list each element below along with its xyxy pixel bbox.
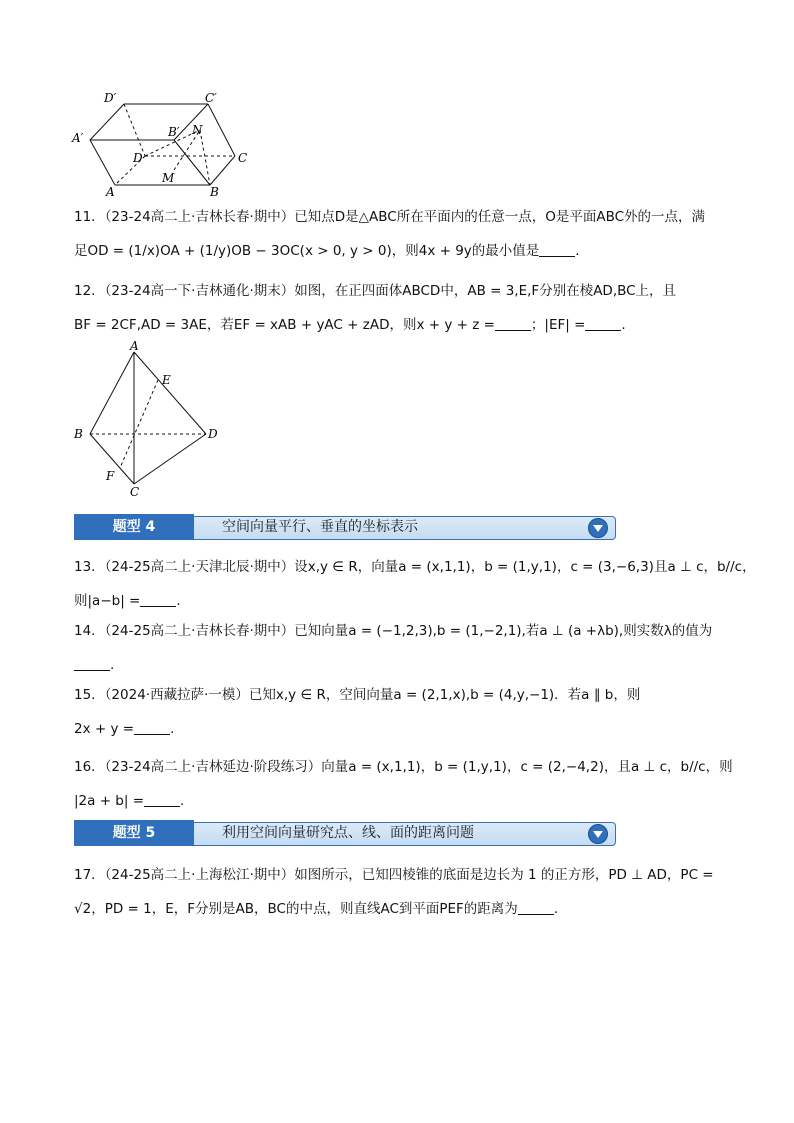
label-Ap: A′ bbox=[72, 131, 84, 145]
label-E: E bbox=[162, 373, 171, 387]
question-12: 12．（23-24高一下·吉林通化·期末）如图，在正四面体ABCD中，AB = 3,E,F分别在棱AD,BC上，且 BF = 2CF,AD = 3AE，若EF = xAB + yAC + zAD，则x + y + z = ；|EF| = . bbox=[74, 283, 677, 333]
label-N: N bbox=[192, 123, 203, 137]
label-M: M bbox=[162, 171, 175, 185]
answer-blank[interactable] bbox=[144, 792, 180, 807]
question-11: 11．（23-24高二上·吉林长春·期中）已知点D是△ABC所在平面内的任意一点，O是平面ABC外的一点，满 足OD = (1/x)OA + (1/y)OB − 3OC(x > 0, y > 0)，则4x + 9y的最小值是 ． bbox=[74, 209, 706, 259]
section-tag: 题型 4 bbox=[74, 514, 194, 540]
label-F: F bbox=[106, 469, 115, 483]
question-15: 15．（2024·西藏拉萨·一模）已知x,y ∈ R，空间向量a = (2,1,x),b = (4,y,−1)．若a ∥ b，则 2x + y = . bbox=[74, 687, 641, 737]
label-Bp: B′ bbox=[168, 125, 180, 139]
figure-parallelepiped bbox=[70, 90, 260, 200]
label-C: C bbox=[130, 485, 140, 499]
label-A: A bbox=[106, 185, 115, 199]
question-14: 14．（24-25高二上·吉林长春·期中）已知向量a = (−1,2,3),b = (1,−2,1),若a ⊥ (a +λb),则实数λ的值为 . bbox=[74, 623, 713, 673]
label-B: B bbox=[210, 185, 219, 199]
label-Dp: D′ bbox=[104, 91, 117, 105]
question-16: 16．（23-24高二上·吉林延边·阶段练习）向量a = (x,1,1)，b = (1,y,1)，c = (2,−4,2)，且a ⊥ c，b//c，则 |2a + b| = . bbox=[74, 759, 733, 809]
label-C: C bbox=[238, 151, 248, 165]
label-Cp: C′ bbox=[205, 91, 217, 105]
label-A: A bbox=[130, 340, 139, 353]
answer-blank[interactable] bbox=[539, 242, 575, 257]
question-13: 13．（24-25高二上·天津北辰·期中）设x,y ∈ R，向量a = (x,1,1)，b = (1,y,1)，c = (3,−6,3)且a ⊥ c，b//c， 则|a−b| = . bbox=[74, 559, 756, 609]
section-title: 空间向量平行、垂直的坐标表示 bbox=[222, 519, 418, 535]
section-banner-5 bbox=[74, 820, 614, 846]
answer-blank[interactable] bbox=[495, 316, 531, 331]
section-tag: 题型 5 bbox=[74, 820, 194, 846]
section-title: 利用空间向量研究点、线、面的距离问题 bbox=[222, 825, 474, 841]
figure-tetrahedron bbox=[70, 340, 230, 500]
chevron-down-icon[interactable] bbox=[588, 824, 608, 844]
label-D: D bbox=[133, 151, 143, 165]
answer-blank[interactable] bbox=[140, 592, 176, 607]
label-B: B bbox=[74, 427, 83, 441]
answer-blank[interactable] bbox=[74, 656, 110, 671]
answer-blank[interactable] bbox=[585, 316, 621, 331]
answer-blank[interactable] bbox=[518, 900, 554, 915]
chevron-down-icon[interactable] bbox=[588, 518, 608, 538]
section-banner-4 bbox=[74, 514, 614, 540]
answer-blank[interactable] bbox=[134, 720, 170, 735]
label-D: D bbox=[208, 427, 218, 441]
question-17: 17．（24-25高二上·上海松江·期中）如图所示，已知四棱锥的底面是边长为 1 的正方形，PD ⊥ AD，PC = √2，PD = 1，E，F分别是AB，BC的中点，则直线AC到平面PEF的距离为 . bbox=[74, 867, 714, 917]
